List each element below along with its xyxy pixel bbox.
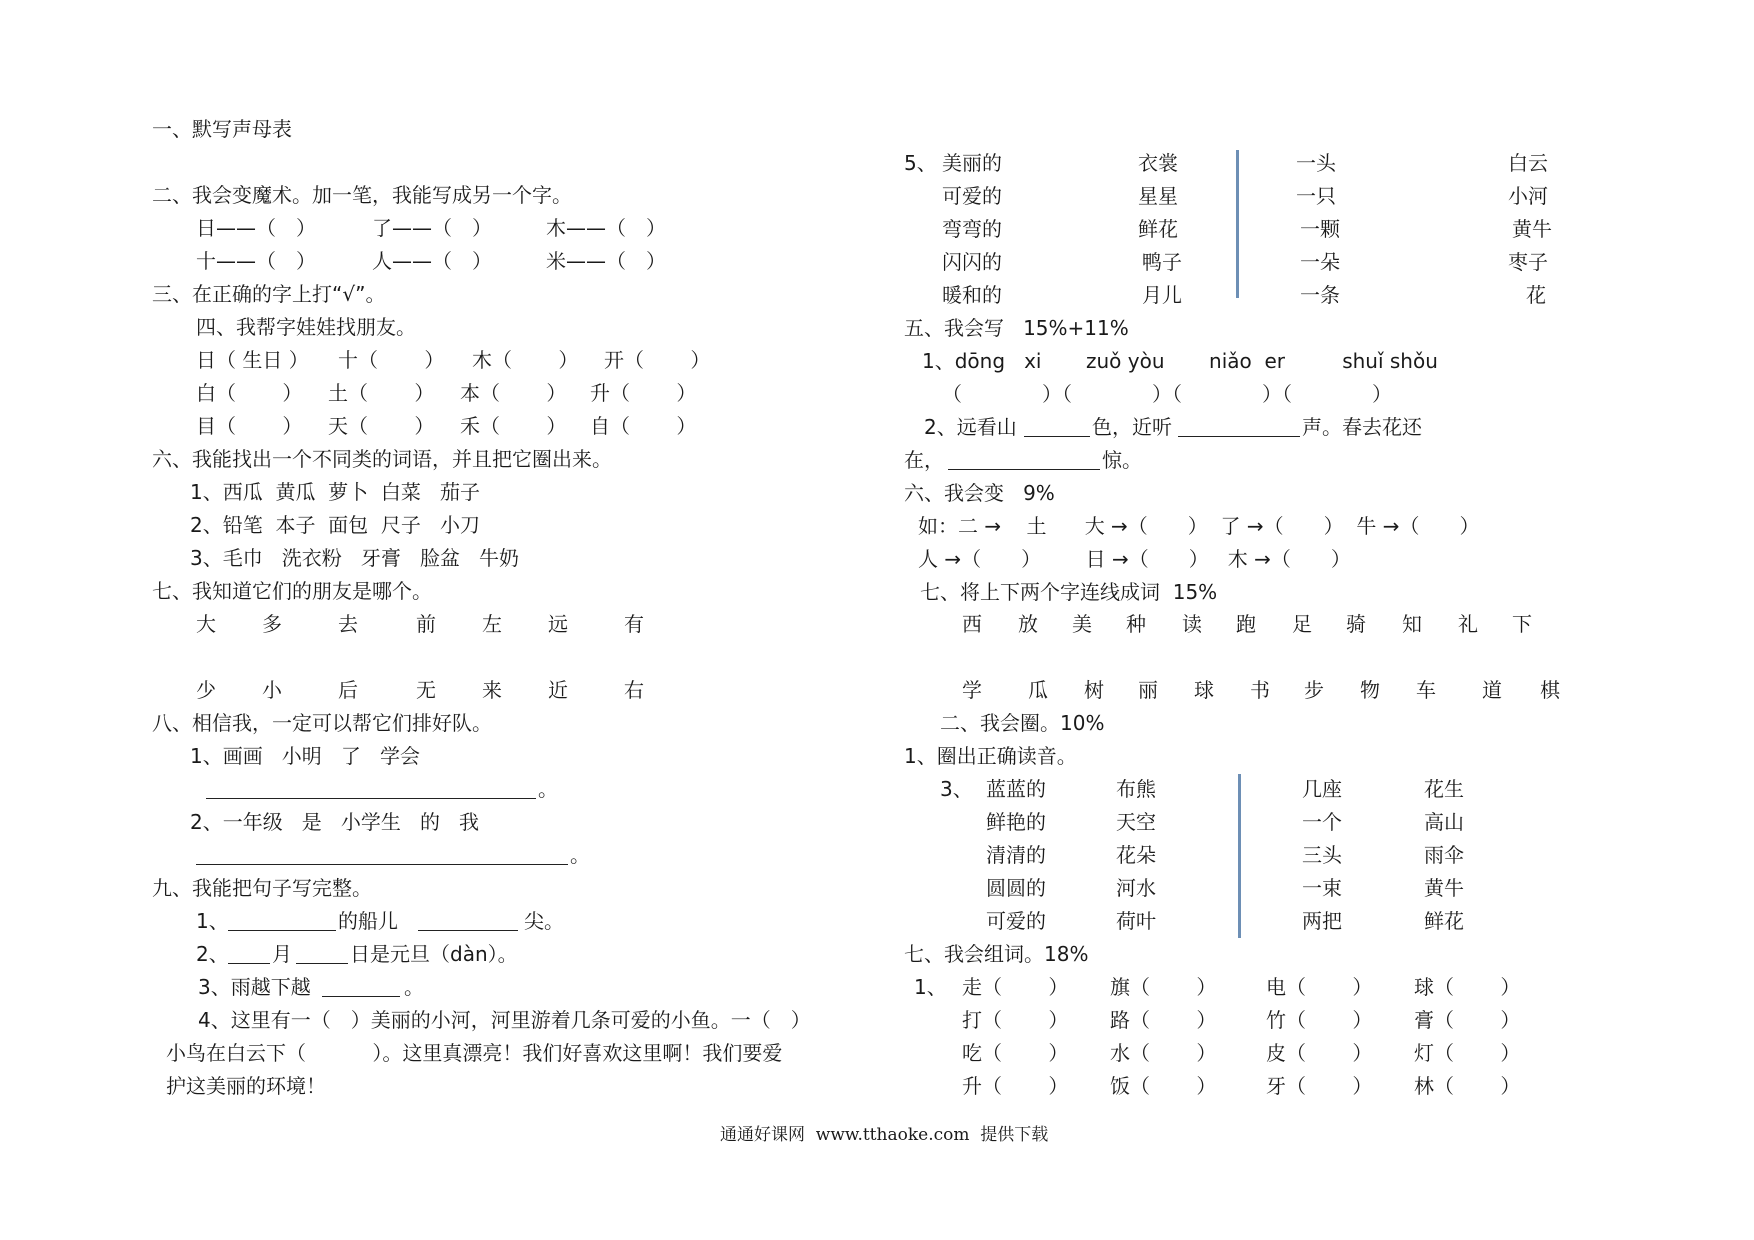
match-word: 几座 xyxy=(1302,777,1342,801)
magic-item: 十——（ ） xyxy=(196,249,316,273)
section-2-title: 二、我会变魔术。加一笔，我能写成另一个字。 xyxy=(152,183,572,207)
link-char-top: 礼 xyxy=(1458,612,1478,636)
link-char-bottom: 丽 xyxy=(1138,678,1158,702)
section-9-title: 九、我能把句子写完整。 xyxy=(152,876,372,900)
pair-char-top: 大 xyxy=(196,612,216,636)
match-word: 一个 xyxy=(1302,810,1342,834)
word-build-item: 路（ ） xyxy=(1110,1008,1217,1032)
odd-one-out-item: 1、西瓜 黄瓜 萝卜 白菜 茄子 xyxy=(190,480,480,504)
poem-text: 惊。 xyxy=(1102,448,1142,472)
answer-blank[interactable] xyxy=(1024,436,1090,437)
pair-char-bottom: 右 xyxy=(624,678,644,702)
magic-item: 日——（ ） xyxy=(196,216,316,240)
sentence-text: 。 xyxy=(404,975,424,999)
match-word: 鲜艳的 xyxy=(986,810,1046,834)
subsection-title: 1、圈出正确读音。 xyxy=(904,744,1077,768)
link-char-bottom: 棋 xyxy=(1540,678,1560,702)
friend-item: 土（ ） xyxy=(328,381,435,405)
pair-char-top: 远 xyxy=(548,612,568,636)
word-build-item: 膏（ ） xyxy=(1414,1008,1521,1032)
sentence-text: 尖。 xyxy=(524,909,564,933)
match-word: 一朵 xyxy=(1300,250,1340,274)
pinyin-row: 1、dōng xi zuǒ yòu niǎo er shuǐ shǒu xyxy=(922,349,1438,373)
friend-item: 天（ ） xyxy=(328,414,435,438)
match-word: 一只 xyxy=(1296,184,1336,208)
word-build-item: 走（ ） xyxy=(962,975,1069,999)
match-word: 河水 xyxy=(1116,876,1156,900)
match-word: 高山 xyxy=(1424,810,1464,834)
match-word: 弯弯的 xyxy=(942,217,1002,241)
word-build-item: 旗（ ） xyxy=(1110,975,1217,999)
match-word: 黄牛 xyxy=(1512,217,1552,241)
pair-char-bottom: 来 xyxy=(482,678,502,702)
word-build-item: 打（ ） xyxy=(962,1008,1069,1032)
divider-bar xyxy=(1236,150,1239,298)
poem-text: 在， xyxy=(904,448,944,472)
odd-one-out-item: 2、铅笔 本子 面包 尺子 小刀 xyxy=(190,513,480,537)
link-char-bottom: 车 xyxy=(1416,678,1436,702)
poem-text: 色，近听 xyxy=(1092,415,1172,439)
match-word: 月儿 xyxy=(1142,283,1182,307)
match-word: 闪闪的 xyxy=(942,250,1002,274)
question-number: 1、 xyxy=(196,909,229,933)
question-number: 2、 xyxy=(196,942,229,966)
period-mark: 。 xyxy=(570,843,590,867)
section-1-title: 一、默写声母表 xyxy=(152,117,292,141)
link-char-top: 放 xyxy=(1018,612,1038,636)
word-build-item: 电（ ） xyxy=(1266,975,1373,999)
word-build-item: 饭（ ） xyxy=(1110,1074,1217,1098)
link-char-bottom: 瓜 xyxy=(1028,678,1048,702)
paragraph-line: 护这美丽的环境！ xyxy=(166,1074,326,1098)
match-word: 圆圆的 xyxy=(986,876,1046,900)
match-word: 蓝蓝的 xyxy=(986,777,1046,801)
sentence-text: 日是元旦（dàn）。 xyxy=(350,942,518,966)
footer-credit: 通通好课网 www.tthaoke.com 提供下载 xyxy=(720,1125,1049,1145)
match-word: 可爱的 xyxy=(986,909,1046,933)
question-number: 3、 xyxy=(940,777,973,801)
friend-item: 木（ ） xyxy=(472,348,579,372)
match-word: 花朵 xyxy=(1116,843,1156,867)
match-word: 白云 xyxy=(1508,151,1548,175)
match-word: 美丽的 xyxy=(942,151,1002,175)
answer-blank[interactable] xyxy=(206,798,536,799)
question-number: 5、 xyxy=(904,151,937,175)
answer-blank[interactable] xyxy=(418,930,518,931)
section-7-title: 七、将上下两个字连线成词 15% xyxy=(920,580,1218,604)
link-char-top: 西 xyxy=(962,612,982,636)
pair-char-bottom: 后 xyxy=(338,678,358,702)
friend-item: 十（ ） xyxy=(338,348,445,372)
answer-blank[interactable] xyxy=(228,930,336,931)
match-word: 花 xyxy=(1526,283,1546,307)
friend-item: 目（ ） xyxy=(196,414,303,438)
order-question: 1、画画 小明 了 学会 xyxy=(190,744,420,768)
link-char-bottom: 学 xyxy=(962,678,982,702)
section-7b-title: 七、我会组词。18% xyxy=(904,942,1089,966)
odd-one-out-item: 3、毛巾 洗衣粉 牙膏 脸盆 牛奶 xyxy=(190,546,520,570)
word-build-item: 林（ ） xyxy=(1414,1074,1521,1098)
answer-blank[interactable] xyxy=(1178,436,1300,437)
match-word: 鲜花 xyxy=(1424,909,1464,933)
sentence-text: 3、雨越下越 xyxy=(198,975,311,999)
link-char-bottom: 球 xyxy=(1194,678,1214,702)
magic-item: 人——（ ） xyxy=(372,249,492,273)
link-char-top: 骑 xyxy=(1346,612,1366,636)
link-char-top: 下 xyxy=(1512,612,1532,636)
poem-text: 声。春去花还 xyxy=(1302,415,1422,439)
sentence-text: 的船儿 xyxy=(338,909,398,933)
link-char-bottom: 道 xyxy=(1482,678,1502,702)
pair-char-top: 前 xyxy=(416,612,436,636)
word-build-item: 皮（ ） xyxy=(1266,1041,1373,1065)
match-word: 两把 xyxy=(1302,909,1342,933)
pair-char-top: 有 xyxy=(624,612,644,636)
section-7-title: 七、我知道它们的朋友是哪个。 xyxy=(152,579,432,603)
poem-text: 2、远看山 xyxy=(924,415,1017,439)
link-char-bottom: 物 xyxy=(1360,678,1380,702)
match-word: 鸭子 xyxy=(1142,250,1182,274)
friend-item: 开（ ） xyxy=(604,348,711,372)
magic-item: 米——（ ） xyxy=(546,249,666,273)
link-char-top: 足 xyxy=(1292,612,1312,636)
match-word: 星星 xyxy=(1138,184,1178,208)
match-word: 暖和的 xyxy=(942,283,1002,307)
link-char-bottom: 步 xyxy=(1304,678,1324,702)
match-word: 雨伞 xyxy=(1424,843,1464,867)
pair-char-bottom: 小 xyxy=(262,678,282,702)
pair-char-top: 左 xyxy=(482,612,502,636)
match-word: 三头 xyxy=(1302,843,1342,867)
match-word: 一束 xyxy=(1302,876,1342,900)
friend-item: 禾（ ） xyxy=(460,414,567,438)
answer-brackets[interactable]: （ ）（ ）（ ）（ ） xyxy=(942,382,1392,406)
section-8-title: 八、相信我，一定可以帮它们排好队。 xyxy=(152,711,492,735)
friend-item: 日（ 生日 ） xyxy=(196,348,309,372)
link-char-bottom: 书 xyxy=(1250,678,1270,702)
answer-blank[interactable] xyxy=(322,996,400,997)
match-word: 荷叶 xyxy=(1116,909,1156,933)
magic-item: 了——（ ） xyxy=(372,216,492,240)
link-char-top: 读 xyxy=(1182,612,1202,636)
word-build-item: 吃（ ） xyxy=(962,1041,1069,1065)
section-3-title: 三、在正确的字上打“√”。 xyxy=(152,282,386,306)
match-word: 天空 xyxy=(1116,810,1156,834)
paragraph-line: 4、这里有一（ ）美丽的小河，河里游着几条可爱的小鱼。一（ ） xyxy=(198,1008,811,1032)
pair-char-bottom: 无 xyxy=(416,678,436,702)
section-6-title: 六、我能找出一个不同类的词语，并且把它圈出来。 xyxy=(152,447,612,471)
link-char-top: 美 xyxy=(1072,612,1092,636)
link-char-top: 跑 xyxy=(1236,612,1256,636)
match-word: 可爱的 xyxy=(942,184,1002,208)
match-word: 一条 xyxy=(1300,283,1340,307)
match-word: 布熊 xyxy=(1116,777,1156,801)
section-6-title: 六、我会变 9% xyxy=(904,481,1055,505)
match-word: 清清的 xyxy=(986,843,1046,867)
friend-item: 自（ ） xyxy=(590,414,697,438)
answer-blank[interactable] xyxy=(296,963,348,964)
friend-item: 升（ ） xyxy=(590,381,697,405)
paragraph-line: 小鸟在白云下（ ）。这里真漂亮！我们好喜欢这里啊！我们要爱 xyxy=(166,1041,783,1065)
word-build-item: 牙（ ） xyxy=(1266,1074,1373,1098)
match-word: 黄牛 xyxy=(1424,876,1464,900)
section-5-title: 五、我会写 15%+11% xyxy=(904,316,1129,340)
section-4-title: 四、我帮字娃娃找朋友。 xyxy=(196,315,416,339)
pair-char-bottom: 少 xyxy=(196,678,216,702)
question-number: 1、 xyxy=(914,975,947,999)
period-mark: 。 xyxy=(538,777,558,801)
word-build-item: 竹（ ） xyxy=(1266,1008,1373,1032)
sentence-text: 月 xyxy=(272,942,292,966)
friend-item: 白（ ） xyxy=(196,381,303,405)
divider-bar xyxy=(1238,774,1241,938)
pair-char-bottom: 近 xyxy=(548,678,568,702)
answer-blank[interactable] xyxy=(196,864,568,865)
magic-item: 木——（ ） xyxy=(546,216,666,240)
link-char-bottom: 树 xyxy=(1084,678,1104,702)
pair-char-top: 去 xyxy=(338,612,358,636)
link-char-top: 知 xyxy=(1402,612,1422,636)
word-build-item: 水（ ） xyxy=(1110,1041,1217,1065)
link-char-top: 种 xyxy=(1126,612,1146,636)
transform-row: 人 →（ ） 日 →（ ） 木 →（ ） xyxy=(918,547,1351,571)
pair-char-top: 多 xyxy=(262,612,282,636)
answer-blank[interactable] xyxy=(948,469,1100,470)
word-build-item: 升（ ） xyxy=(962,1074,1069,1098)
match-word: 花生 xyxy=(1424,777,1464,801)
match-word: 衣裳 xyxy=(1138,151,1178,175)
match-word: 小河 xyxy=(1508,184,1548,208)
word-build-item: 灯（ ） xyxy=(1414,1041,1521,1065)
section-2-title: 二、我会圈。10% xyxy=(940,711,1105,735)
friend-item: 本（ ） xyxy=(460,381,567,405)
word-build-item: 球（ ） xyxy=(1414,975,1521,999)
match-word: 鲜花 xyxy=(1138,217,1178,241)
match-word: 一头 xyxy=(1296,151,1336,175)
answer-blank[interactable] xyxy=(228,963,270,964)
match-word: 枣子 xyxy=(1508,250,1548,274)
order-question: 2、一年级 是 小学生 的 我 xyxy=(190,810,480,834)
transform-row: 如：二 → 土 大 →（ ） 了 →（ ） 牛 →（ ） xyxy=(918,514,1480,538)
match-word: 一颗 xyxy=(1300,217,1340,241)
